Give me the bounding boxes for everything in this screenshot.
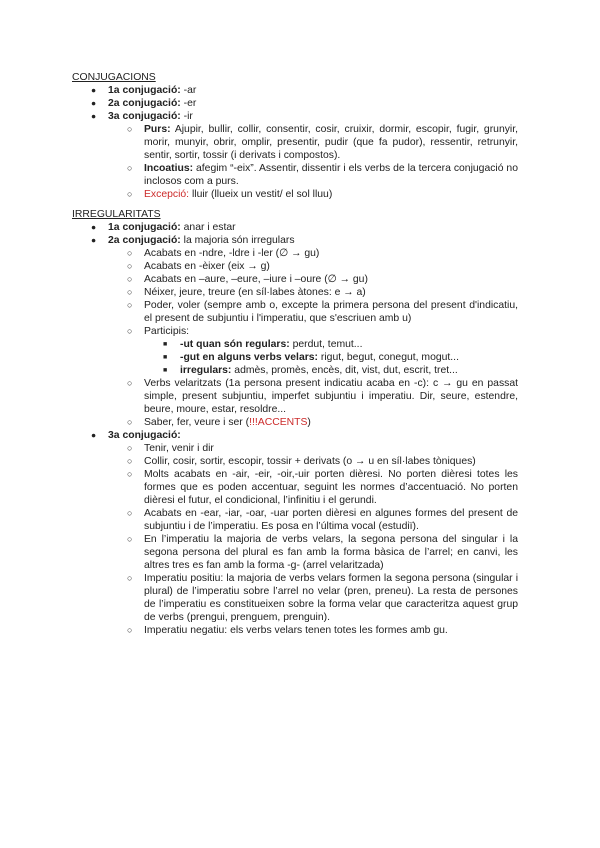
second-conjugation-sublist: [108, 247, 518, 429]
list-item: ○ Acabats en –aure, –eure, –iure i –oure (∅ → gu): [144, 273, 518, 286]
list-item: ● 2a conjugació: -er: [108, 97, 518, 110]
list-item: ■ -ut quan són regulars: perdut, temut...: [180, 338, 518, 351]
accents-warning: !!!ACCENTS: [249, 417, 308, 428]
list-item: ○ Poder, voler (sempre amb o, excepte la primera persona del present d'indicatiu, el present de subjuntiu i l'imperatiu, que s'escriuen amb u): [144, 299, 518, 325]
list-item: ○ Néixer, jeure, treure (en síl·labes àtones: e → a): [144, 286, 518, 299]
list-item: ○ Excepció: lluir (llueix un vestit/ el sol lluu): [144, 188, 518, 201]
list-item: ● 1a conjugació: anar i estar: [108, 221, 518, 234]
list-item: ○ Imperatiu positiu: la majoria de verbs velars formen la segona persona (singular i plural) de l’imperatiu sobre l’arrel no velar (pren, preneu). La resta de persones de l’imperatiu es constitueixen sobre la forma velar que caracteritza aquest grup de verbs (prengui, prenguem, prenguin).: [144, 572, 518, 624]
list-item: ○ Acabats en -ndre, -ldre i -ler (∅ → gu): [144, 247, 518, 260]
list-item: ○ Acabats en -ear, -iar, -oar, -uar porten dièresi en algunes formes del present de subjuntiu i de l’imperatiu. Es posa en l’última vocal (estudiï).: [144, 507, 518, 533]
list-item: ○ Imperatiu negatiu: els verbs velars tenen totes les formes amb gu.: [144, 624, 518, 637]
list-item: ● 3a conjugació: -ir ○ Purs: Ajupir, bullir, collir, consentir, cosir, cruixir, dormir, escopir, fugir, grunyir, morir, munyir, obrir, omplir, presentir, pudir (que fa pudor), ressentir, retrunyir, sentir, sortir, tossir (i derivats i compostos). ○ Incoatius: afegim “-eix”. Assentir, dissentir i els verbs de la tercera conjugació no inclosos com a purs. ○ Excepció: lluir (llueix un vestit/ el sol lluu): [108, 110, 518, 201]
list-item: ○ Participis: ■ -ut quan són regulars: perdut, temut... ■ -gut en alguns verbs velars: rigut, begut, conegut, mogut... ■ irregulars: admès, promès, encès, dit, vist, dut, escrit, tret...: [144, 325, 518, 377]
list-item: ○ Acabats en -èixer (eix → g): [144, 260, 518, 273]
list-item: ○ Saber, fer, veure i ser (!!!ACCENTS): [144, 416, 518, 429]
list-item: ○ Incoatius: afegim “-eix”. Assentir, dissentir i els verbs de la tercera conjugació no inclosos com a purs.: [144, 162, 518, 188]
third-conjugation-sublist: [108, 123, 518, 201]
conjugacions-heading: CONJUGACIONS: [72, 72, 156, 83]
list-item: ○ Molts acabats en -air, -eir, -oir,-uir porten dièresi. No porten dièresi totes les formes que es poden accentuar, seguint les normes d’accentuació. No porten dièresi el futur, el condicional, l’infinitiu i el gerundi.: [144, 468, 518, 507]
participis-sublist: [144, 338, 518, 377]
third-conjugation-irregular-sublist: [108, 442, 518, 637]
list-item: ■ -gut en alguns verbs velars: rigut, begut, conegut, mogut...: [180, 351, 518, 364]
list-item: ● 3a conjugació: ○ Tenir, venir i dir ○ Collir, cosir, sortir, escopir, tossir + derivats (o → u en síl·labes tòniques) ○ Molts acabats en -air, -eir, -oir,-uir porten dièresi. No porten dièresi totes les formes que es poden accentuar, seguint les normes d’accentuació. No porten dièresi el futur, el condicional, l’infinitiu i el gerundi. ○ Acabats en -ear, -iar, -oar, -uar porten dièresi en algunes formes del present de subjuntiu i de l’imperatiu. Es posa en l’última vocal (estudiï). ○ En l’imperatiu la majoria de verbs velars, la segona persona del singular i la segona persona del plural es fan amb la forma bàsica de l’arrel; en canvi, les altres tres es fan amb la forma -g- (arrel velaritzada) ○ Imperatiu positiu: la majoria de verbs velars formen la segona persona (singular i plural) de l’imperatiu sobre l’arrel no velar (pren, preneu). La resta de persones de l’imperatiu es constitueixen sobre la forma velar que caracteritza aquest grup de verbs (prengui, prenguem, prenguin). ○ Imperatiu negatiu: els verbs velars tenen totes les formes amb gu.: [108, 429, 518, 637]
list-item: ○ Verbs velaritzats (1a persona present indicatiu acaba en -c): c → gu en passat simple, present subjuntiu, imperfet subjuntiu i imperatiu. Dir, seure, estendre, beure, moure, estar, resoldre...: [144, 377, 518, 416]
conjugacions-list: [108, 84, 518, 201]
list-item: ○ Collir, cosir, sortir, escopir, tossir + derivats (o → u en síl·labes tòniques): [144, 455, 518, 468]
irregularitats-list: [108, 221, 518, 637]
list-item: ● 1a conjugació: -ar: [108, 84, 518, 97]
list-item: ○ Purs: Ajupir, bullir, collir, consentir, cosir, cruixir, dormir, escopir, fugir, grunyir, morir, munyir, obrir, omplir, presentir, pudir (que fa pudor), ressentir, retrunyir, sentir, sortir, tossir (i derivats i compostos).: [144, 123, 518, 162]
list-item: ○ Tenir, venir i dir: [144, 442, 518, 455]
list-item: ○ En l’imperatiu la majoria de verbs velars, la segona persona del singular i la segona persona del plural es fan amb la forma bàsica de l’arrel; en canvi, les altres tres es fan amb la forma -g- (arrel velaritzada): [144, 533, 518, 572]
list-item: ● 2a conjugació: la majoria són irregulars ○ Acabats en -ndre, -ldre i -ler (∅ → gu) ○ Acabats en -èixer (eix → g) ○ Acabats en –aure, –eure, –iure i –oure (∅ → gu) ○ Néixer, jeure, treure (en síl·labes àtones: e → a) ○ Poder, voler (sempre amb o, excepte la primera persona del present d'indicatiu, el present de subjuntiu i l'imperatiu, que s'escriuen amb u) ○ Participis: ■ -ut quan són regulars: perdut, temut... ■ -gut en alguns verbs velars: rigut, begut, conegut, mogut... ■ irregulars: admès, promès, encès, dit, vist, dut, escrit, tret... ○ Verbs velaritzats (1a persona present indicatiu acaba en -c): c → gu en passat simple, present subjuntiu, imperfet subjuntiu i imperatiu. Dir, seure, estendre, beure, moure, estar, resoldre... ○ Saber, fer, veure i ser (!!!ACCENTS): [108, 234, 518, 429]
irregularitats-heading: IRREGULARITATS: [72, 209, 161, 220]
list-item: ■ irregulars: admès, promès, encès, dit, vist, dut, escrit, tret...: [180, 364, 518, 377]
